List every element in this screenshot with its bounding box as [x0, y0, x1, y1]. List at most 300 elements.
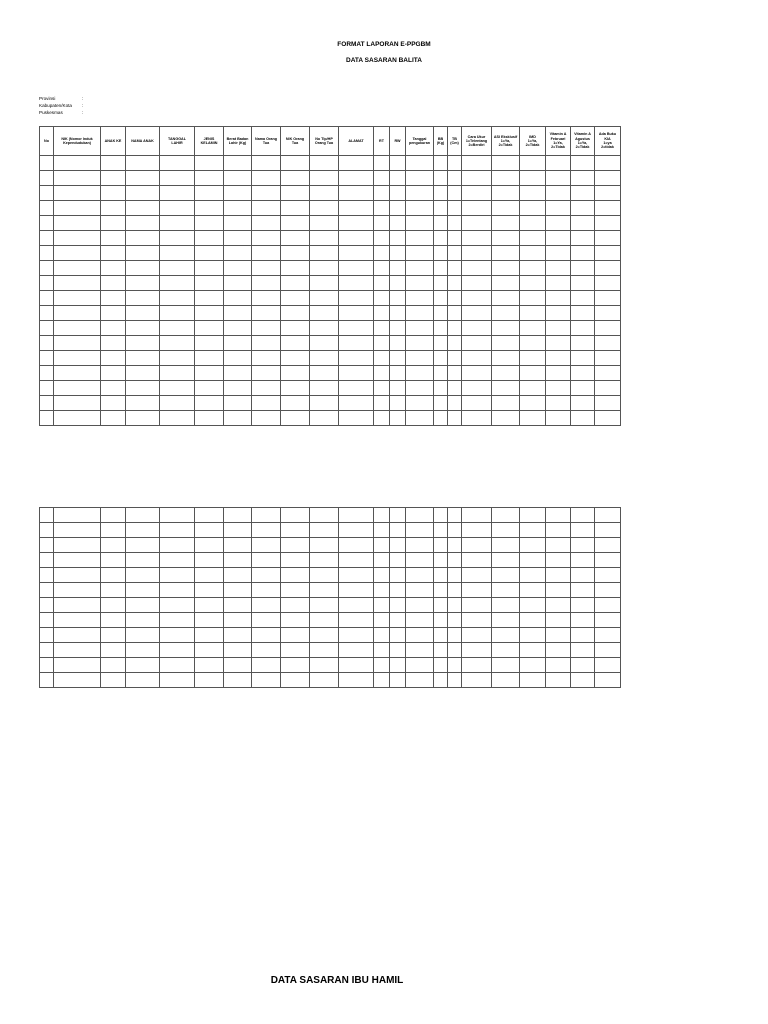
table-cell: [339, 306, 374, 321]
table-cell: [126, 598, 160, 613]
table-cell: [126, 261, 160, 276]
table-row: [40, 598, 621, 613]
table-cell: [434, 261, 448, 276]
table-cell: [126, 568, 160, 583]
table-cell: [434, 538, 448, 553]
table-cell: [252, 583, 281, 598]
table-cell: [252, 396, 281, 411]
table-row: [40, 216, 621, 231]
table-cell: [252, 598, 281, 613]
table-cell: [434, 366, 448, 381]
column-header: ASI Eksklusif 1=Ya, 2=Tidak: [492, 127, 520, 156]
table-cell: [448, 231, 462, 246]
table-cell: [54, 508, 101, 523]
table-cell: [195, 156, 224, 171]
table-cell: [546, 366, 571, 381]
table-cell: [374, 658, 390, 673]
table-cell: [374, 396, 390, 411]
table-cell: [595, 186, 621, 201]
table-cell: [281, 321, 310, 336]
table-cell: [434, 508, 448, 523]
table-cell: [492, 613, 520, 628]
table-cell: [434, 523, 448, 538]
table-cell: [339, 583, 374, 598]
table-cell: [374, 583, 390, 598]
table-cell: [40, 306, 54, 321]
table-cell: [101, 246, 126, 261]
table-cell: [406, 336, 434, 351]
table-row: [40, 396, 621, 411]
table-cell: [434, 673, 448, 688]
report-subtitle: DATA SASARAN BALITA: [346, 57, 422, 64]
table-cell: [492, 366, 520, 381]
table-cell: [595, 598, 621, 613]
table-cell: [406, 291, 434, 306]
table-cell: [126, 523, 160, 538]
table-cell: [339, 351, 374, 366]
table-cell: [126, 553, 160, 568]
table-cell: [224, 261, 252, 276]
table-cell: [310, 201, 339, 216]
table-cell: [54, 291, 101, 306]
table-cell: [492, 523, 520, 538]
table-cell: [101, 643, 126, 658]
table-cell: [224, 673, 252, 688]
table-cell: [571, 411, 595, 426]
table-cell: [462, 246, 492, 261]
table-cell: [492, 276, 520, 291]
table-cell: [339, 658, 374, 673]
table-cell: [406, 201, 434, 216]
table-cell: [492, 628, 520, 643]
table-cell: [195, 673, 224, 688]
table-cell: [595, 411, 621, 426]
table-cell: [448, 186, 462, 201]
table-cell: [406, 171, 434, 186]
table-cell: [462, 351, 492, 366]
table-cell: [40, 583, 54, 598]
table-cell: [40, 613, 54, 628]
table-cell: [101, 336, 126, 351]
table-cell: [546, 568, 571, 583]
table-cell: [339, 186, 374, 201]
table-cell: [339, 538, 374, 553]
table-cell: [126, 291, 160, 306]
table-cell: [595, 396, 621, 411]
table-cell: [462, 658, 492, 673]
table-cell: [546, 351, 571, 366]
table-cell: [448, 291, 462, 306]
table-cell: [546, 291, 571, 306]
table-cell: [406, 583, 434, 598]
table-cell: [448, 628, 462, 643]
table-cell: [374, 523, 390, 538]
table-cell: [281, 508, 310, 523]
table-cell: [390, 321, 406, 336]
table-cell: [448, 553, 462, 568]
table-cell: [390, 276, 406, 291]
table-cell: [390, 396, 406, 411]
table-cell: [520, 366, 546, 381]
meta-separator: :: [82, 96, 84, 101]
table-cell: [126, 351, 160, 366]
table-cell: [520, 156, 546, 171]
table-cell: [434, 396, 448, 411]
table-cell: [101, 231, 126, 246]
table-cell: [434, 201, 448, 216]
table-cell: [252, 538, 281, 553]
table-cell: [40, 291, 54, 306]
table-cell: [54, 366, 101, 381]
table-cell: [160, 381, 195, 396]
table-cell: [40, 598, 54, 613]
table-cell: [160, 276, 195, 291]
table-cell: [390, 171, 406, 186]
table-cell: [374, 246, 390, 261]
table-cell: [406, 351, 434, 366]
table-cell: [546, 216, 571, 231]
table-cell: [310, 186, 339, 201]
table-cell: [434, 411, 448, 426]
table-cell: [310, 171, 339, 186]
table-cell: [195, 628, 224, 643]
table-cell: [101, 628, 126, 643]
table-cell: [595, 336, 621, 351]
table-cell: [281, 381, 310, 396]
table-cell: [224, 351, 252, 366]
table-cell: [462, 276, 492, 291]
table-cell: [126, 628, 160, 643]
column-header: JENIS KELAMIN: [195, 127, 224, 156]
table-cell: [40, 628, 54, 643]
table-cell: [546, 156, 571, 171]
table-cell: [224, 628, 252, 643]
table-cell: [160, 201, 195, 216]
table-cell: [546, 553, 571, 568]
table-cell: [434, 306, 448, 321]
table-cell: [571, 583, 595, 598]
table-cell: [390, 336, 406, 351]
table-cell: [406, 613, 434, 628]
table-cell: [390, 306, 406, 321]
column-header: Tanggal pengukuran: [406, 127, 434, 156]
table-cell: [374, 673, 390, 688]
table-cell: [54, 276, 101, 291]
table-cell: [374, 643, 390, 658]
table-cell: [224, 523, 252, 538]
table-cell: [462, 171, 492, 186]
table-cell: [310, 216, 339, 231]
table-cell: [101, 381, 126, 396]
table-cell: [406, 306, 434, 321]
table-cell: [310, 553, 339, 568]
table-cell: [40, 246, 54, 261]
table-cell: [40, 321, 54, 336]
table-row: [40, 246, 621, 261]
table-cell: [252, 201, 281, 216]
table-cell: [310, 613, 339, 628]
table-cell: [462, 673, 492, 688]
table-cell: [252, 276, 281, 291]
column-header: NIK (Nomor Induk Kependudukan): [54, 127, 101, 156]
table-cell: [520, 583, 546, 598]
table-cell: [40, 261, 54, 276]
table-cell: [406, 156, 434, 171]
table-cell: [390, 291, 406, 306]
table-cell: [462, 613, 492, 628]
table-cell: [40, 351, 54, 366]
table-cell: [310, 351, 339, 366]
table-cell: [462, 583, 492, 598]
table-cell: [374, 351, 390, 366]
table-row: [40, 381, 621, 396]
table-cell: [448, 156, 462, 171]
table-cell: [520, 613, 546, 628]
table-cell: [390, 231, 406, 246]
table-cell: [195, 291, 224, 306]
table-cell: [310, 643, 339, 658]
table-cell: [520, 231, 546, 246]
table-cell: [374, 613, 390, 628]
table-cell: [101, 673, 126, 688]
table-cell: [374, 598, 390, 613]
table-cell: [160, 231, 195, 246]
table-cell: [546, 523, 571, 538]
table-cell: [492, 156, 520, 171]
table-cell: [195, 336, 224, 351]
table-cell: [571, 171, 595, 186]
table-cell: [252, 411, 281, 426]
table-cell: [571, 613, 595, 628]
table-cell: [339, 156, 374, 171]
table-cell: [195, 643, 224, 658]
table-cell: [310, 628, 339, 643]
table-cell: [571, 231, 595, 246]
table-cell: [462, 336, 492, 351]
table-cell: [571, 201, 595, 216]
table-row: [40, 171, 621, 186]
table-cell: [160, 523, 195, 538]
table-cell: [224, 411, 252, 426]
table-cell: [374, 568, 390, 583]
table-cell: [224, 553, 252, 568]
table-cell: [595, 321, 621, 336]
table-cell: [390, 643, 406, 658]
table-cell: [310, 411, 339, 426]
table-cell: [101, 396, 126, 411]
table-cell: [520, 658, 546, 673]
table-cell: [224, 613, 252, 628]
table-cell: [126, 396, 160, 411]
table-cell: [195, 411, 224, 426]
table-cell: [374, 201, 390, 216]
table-cell: [390, 261, 406, 276]
table-cell: [434, 613, 448, 628]
table-cell: [54, 246, 101, 261]
table-cell: [126, 321, 160, 336]
table-cell: [126, 246, 160, 261]
table-cell: [390, 538, 406, 553]
table-cell: [492, 336, 520, 351]
table-cell: [448, 643, 462, 658]
meta-label: Kabupaten/Kota: [39, 103, 72, 108]
table-cell: [195, 583, 224, 598]
column-header: NAMA ANAK: [126, 127, 160, 156]
table-cell: [126, 231, 160, 246]
table-cell: [406, 568, 434, 583]
table-cell: [595, 628, 621, 643]
table-cell: [462, 201, 492, 216]
table-cell: [195, 261, 224, 276]
table-cell: [160, 598, 195, 613]
table-cell: [520, 216, 546, 231]
table-cell: [160, 553, 195, 568]
table-cell: [520, 381, 546, 396]
table-cell: [195, 351, 224, 366]
table-cell: [571, 396, 595, 411]
table-cell: [520, 628, 546, 643]
table-cell: [160, 216, 195, 231]
table-cell: [595, 553, 621, 568]
table-row: [40, 306, 621, 321]
table-row: [40, 231, 621, 246]
table-cell: [390, 568, 406, 583]
table-cell: [448, 568, 462, 583]
table-cell: [101, 321, 126, 336]
meta-separator: :: [82, 103, 84, 108]
table-row: [40, 261, 621, 276]
table-cell: [195, 201, 224, 216]
table-cell: [390, 613, 406, 628]
table-cell: [520, 321, 546, 336]
table-cell: [571, 523, 595, 538]
table-cell: [406, 216, 434, 231]
table-cell: [374, 321, 390, 336]
table-cell: [434, 291, 448, 306]
table-cell: [310, 321, 339, 336]
table-cell: [571, 321, 595, 336]
table-row: [40, 538, 621, 553]
table-cell: [571, 306, 595, 321]
table-cell: [40, 643, 54, 658]
table-cell: [160, 673, 195, 688]
table-cell: [448, 508, 462, 523]
table-cell: [160, 658, 195, 673]
table-cell: [126, 411, 160, 426]
table-cell: [252, 553, 281, 568]
table-cell: [126, 216, 160, 231]
table-cell: [462, 396, 492, 411]
table-cell: [101, 201, 126, 216]
table-cell: [492, 291, 520, 306]
table-cell: [281, 186, 310, 201]
table-cell: [252, 613, 281, 628]
meta-label: Provinsi: [39, 96, 56, 101]
table-cell: [54, 658, 101, 673]
table-cell: [546, 246, 571, 261]
table-cell: [571, 628, 595, 643]
table-cell: [492, 538, 520, 553]
table-cell: [595, 246, 621, 261]
table-cell: [310, 336, 339, 351]
column-header: IMD 1=Ya, 2=Tidak: [520, 127, 546, 156]
table-row: [40, 508, 621, 523]
table-cell: [374, 306, 390, 321]
table-cell: [546, 583, 571, 598]
table-cell: [434, 336, 448, 351]
table-row: [40, 201, 621, 216]
table-cell: [595, 171, 621, 186]
table-cell: [434, 643, 448, 658]
table-cell: [448, 598, 462, 613]
table-cell: [252, 336, 281, 351]
table-cell: [339, 381, 374, 396]
table-cell: [520, 538, 546, 553]
table-cell: [54, 306, 101, 321]
table-cell: [252, 523, 281, 538]
table-cell: [126, 508, 160, 523]
table-cell: [571, 643, 595, 658]
table-cell: [571, 508, 595, 523]
column-header: Berat Badan Lahir (Kg): [224, 127, 252, 156]
table-cell: [281, 336, 310, 351]
table-cell: [160, 643, 195, 658]
table-cell: [546, 171, 571, 186]
table-cell: [339, 231, 374, 246]
table-cell: [281, 351, 310, 366]
table-cell: [40, 553, 54, 568]
table-cell: [224, 658, 252, 673]
table-cell: [224, 321, 252, 336]
table-cell: [390, 366, 406, 381]
table-cell: [546, 396, 571, 411]
table-cell: [520, 291, 546, 306]
table-cell: [595, 568, 621, 583]
table-cell: [160, 186, 195, 201]
table-cell: [224, 186, 252, 201]
table-cell: [126, 658, 160, 673]
table-cell: [101, 568, 126, 583]
column-header: TANGGAL LAHIR: [160, 127, 195, 156]
table-cell: [252, 568, 281, 583]
table-cell: [492, 643, 520, 658]
table-cell: [339, 291, 374, 306]
table-cell: [390, 246, 406, 261]
table-cell: [434, 216, 448, 231]
table-cell: [520, 568, 546, 583]
table-cell: [434, 156, 448, 171]
table-cell: [339, 411, 374, 426]
table-cell: [406, 231, 434, 246]
table-cell: [546, 186, 571, 201]
table-cell: [595, 216, 621, 231]
balita-table-continued: [39, 507, 621, 688]
table-row: [40, 291, 621, 306]
table-cell: [160, 396, 195, 411]
table-cell: [40, 568, 54, 583]
table-cell: [310, 523, 339, 538]
table-cell: [101, 351, 126, 366]
table-cell: [126, 276, 160, 291]
table-cell: [281, 523, 310, 538]
table-cell: [406, 261, 434, 276]
table-cell: [126, 673, 160, 688]
table-cell: [224, 231, 252, 246]
table-cell: [281, 171, 310, 186]
table-row: [40, 553, 621, 568]
table-cell: [546, 261, 571, 276]
table-cell: [492, 396, 520, 411]
